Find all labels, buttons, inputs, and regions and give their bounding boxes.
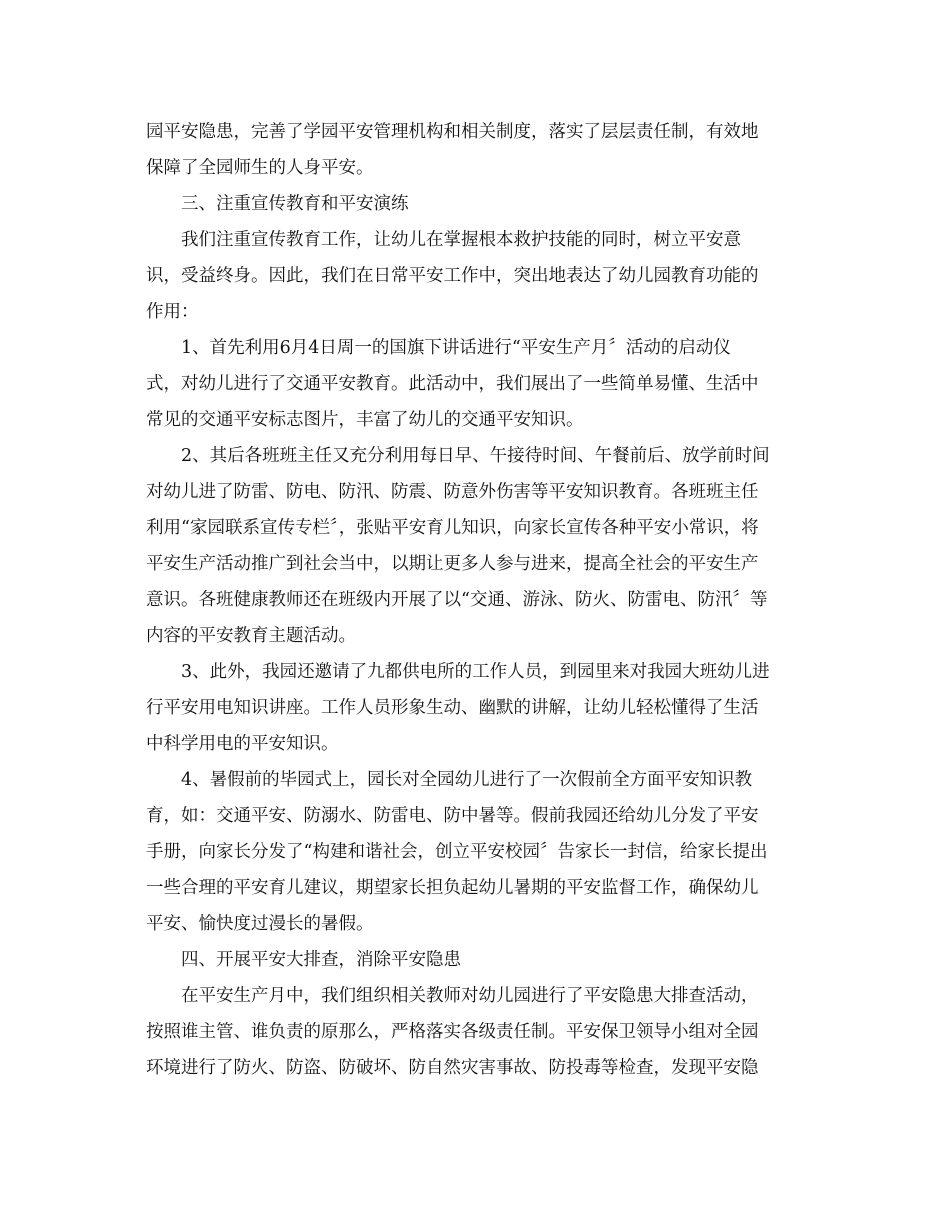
text-line: 1、首先利用6月4日周一的国旗下讲话进行“平安生产月〞活动的启动仪 xyxy=(181,338,731,358)
text-line: 按照谁主管、谁负责的原那么，严格落实各级责任制。平安保卫领导小组对全园 xyxy=(146,1022,759,1042)
text-line: 三、注重宣传教育和平安演练 xyxy=(181,194,409,214)
text-line: 2、其后各班班主任又充分利用每日早、午接待时间、午餐前后、放学前时间 xyxy=(181,446,770,466)
document-body xyxy=(146,114,811,1086)
text-line: 环境进行了防火、防盗、防破坏、防自然灾害事故、防投毒等检查，发现平安隐 xyxy=(146,1058,759,1078)
text-line: 手册，向家长分发了“构建和谐社会，创立平安校园〞告家长一封信，给家长提出 xyxy=(146,842,768,862)
text-line: 4、暑假前的毕园式上，园长对全园幼儿进行了一次假前全方面平安知识教 xyxy=(181,770,753,790)
text-line: 四、开展平安大排查，消除平安隐患 xyxy=(181,950,461,970)
document-page xyxy=(146,114,811,1086)
text-line: 在平安生产月中，我们组织相关教师对幼儿园进行了平安隐患大排查活动， xyxy=(181,986,759,1006)
text-line: 内容的平安教育主题活动。 xyxy=(146,626,356,646)
text-line: 园平安隐患，完善了学园平安管理机构和相关制度，落实了层层责任制，有效地 xyxy=(146,122,759,142)
text-line: 3、此外，我园还邀请了九都供电所的工作人员，到园里来对我园大班幼儿进 xyxy=(181,662,770,682)
text-line: 对幼儿进了防雷、防电、防汛、防震、防意外伤害等平安知识教育。各班班主任 xyxy=(146,482,759,502)
text-line: 作用： xyxy=(146,302,199,322)
text-line: 意识。各班健康教师还在班级内开展了以“交通、游泳、防火、防雷电、防汛〞等 xyxy=(146,590,768,610)
text-line: 利用“家园联系宣传专栏〞，张贴平安育儿知识，向家长宣传各种平安小常识，将 xyxy=(146,518,759,538)
text-line: 中科学用电的平安知识。 xyxy=(146,734,339,754)
text-line: 平安生产活动推广到社会当中，以期让更多人参与进来，提高全社会的平安生产 xyxy=(146,554,759,574)
text-line: 常见的交通平安标志图片，丰富了幼儿的交通平安知识。 xyxy=(146,410,584,430)
text-line: 育，如：交通平安、防溺水、防雷电、防中暑等。假前我园还给幼儿分发了平安 xyxy=(146,806,759,826)
text-line: 保障了全园师生的人身平安。 xyxy=(146,158,374,178)
text-line: 式，对幼儿进行了交通平安教育。此活动中，我们展出了一些简单易懂、生活中 xyxy=(146,374,759,394)
text-line: 识，受益终身。因此，我们在日常平安工作中，突出地表达了幼儿园教育功能的 xyxy=(146,266,759,286)
text-line: 我们注重宣传教育工作，让幼儿在掌握根本救护技能的同时，树立平安意 xyxy=(181,230,741,250)
text-line: 平安、愉快度过漫长的暑假。 xyxy=(146,914,374,934)
text-line: 行平安用电知识讲座。工作人员形象生动、幽默的讲解，让幼儿轻松懂得了生活 xyxy=(146,698,759,718)
text-line: 一些合理的平安育儿建议，期望家长担负起幼儿暑期的平安监督工作，确保幼儿 xyxy=(146,878,759,898)
